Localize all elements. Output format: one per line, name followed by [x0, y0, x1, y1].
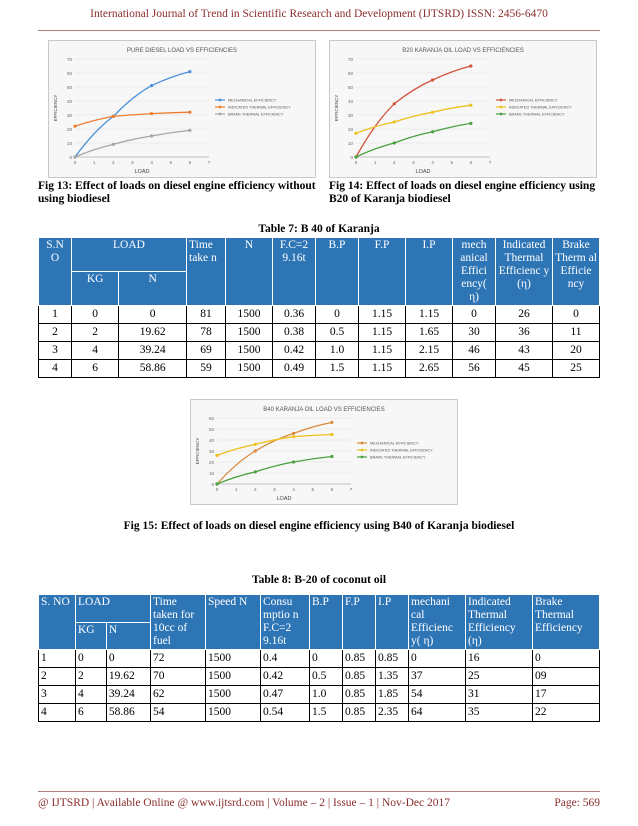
- table-cell: 0.47: [261, 686, 310, 704]
- table-cell: 6: [76, 704, 107, 722]
- fig13-caption: Fig 13: Effect of loads on diesel engine efficiency without using biodiesel: [38, 180, 316, 205]
- legend-label: INDICATED THERMAL EFFICIENCY: [228, 105, 291, 110]
- y-tick-label: 50: [347, 85, 353, 90]
- table-cell: 0: [409, 650, 466, 668]
- table-cell: 1.5: [316, 360, 359, 378]
- table-cell: 25: [553, 360, 600, 378]
- x-tick-label: 6: [188, 160, 192, 165]
- y-tick-label: 50: [208, 427, 214, 432]
- table-cell: 0.85: [343, 686, 376, 704]
- table7-header-ip: I.P: [406, 238, 453, 306]
- header-divider: [38, 30, 600, 31]
- table-cell: 0: [553, 306, 600, 324]
- legend-label: MECHANICAL EFFICIENCY: [228, 98, 277, 103]
- data-point: [254, 443, 257, 446]
- x-tick-label: 4: [292, 487, 295, 492]
- y-tick-label: 0: [350, 155, 353, 160]
- table-cell: 2.15: [406, 342, 453, 360]
- table-cell: 1.85: [376, 686, 409, 704]
- table8: [38, 594, 600, 722]
- legend-label: MECHANICAL EFFICIENCY: [370, 441, 419, 446]
- x-tick-label: 1: [92, 160, 96, 165]
- y-tick-label: 70: [347, 57, 353, 62]
- table-cell: 45: [496, 360, 553, 378]
- table-cell: 1.0: [310, 686, 343, 704]
- y-tick-label: 30: [347, 113, 353, 118]
- table7-header-fp: F.P: [359, 238, 406, 306]
- page-number: Page: 569: [554, 797, 600, 809]
- table-cell: 1500: [226, 360, 273, 378]
- table-cell: 0.5: [310, 668, 343, 686]
- x-tick-label: 4: [431, 160, 434, 165]
- y-tick-label: 60: [66, 71, 72, 76]
- table-cell: 19.62: [119, 324, 187, 342]
- table-cell: 0: [76, 650, 107, 668]
- y-tick-label: 30: [66, 113, 72, 118]
- table-cell: 0: [106, 650, 150, 668]
- chart-b40-karanja-svg: [191, 400, 457, 504]
- table7-header-sno: S.N O: [39, 238, 72, 306]
- table-row: [39, 306, 600, 324]
- table-cell: 62: [151, 686, 206, 704]
- table-cell: 72: [151, 650, 206, 668]
- table-cell: 54: [151, 704, 206, 722]
- x-tick-label: 3: [412, 160, 415, 165]
- table7-header-bp: B.P: [316, 238, 359, 306]
- table-cell: 2: [39, 668, 76, 686]
- table-cell: 1500: [206, 650, 261, 668]
- data-point: [469, 104, 472, 107]
- table8-header-fp: F.P: [343, 595, 376, 650]
- table-cell: 0.5: [316, 324, 359, 342]
- table-row: [39, 704, 600, 722]
- table-cell: 1.65: [406, 324, 453, 342]
- table-row: [39, 668, 600, 686]
- table-cell: 0.85: [343, 650, 376, 668]
- data-point: [469, 122, 472, 125]
- legend-marker: [500, 113, 503, 116]
- table-cell: 20: [553, 342, 600, 360]
- data-point: [393, 120, 396, 123]
- table-row: [39, 360, 600, 378]
- table-cell: 78: [187, 324, 226, 342]
- chart-b40-karanja: [190, 399, 458, 505]
- x-tick-label: 6: [469, 160, 473, 165]
- table-cell: 46: [453, 342, 496, 360]
- table-cell: 2.35: [376, 704, 409, 722]
- footer-divider: [38, 791, 600, 792]
- table8-header-speed: Speed N: [206, 595, 261, 650]
- y-tick-label: 10: [347, 141, 353, 146]
- y-tick-label: 10: [66, 141, 72, 146]
- table8-header-mech: mechani cal Efficienc y( η): [409, 595, 466, 650]
- table-cell: 1.35: [376, 668, 409, 686]
- y-tick-label: 40: [208, 438, 214, 443]
- x-tick-label: 7: [488, 160, 492, 165]
- table-cell: 0.38: [273, 324, 316, 342]
- table-row: [39, 686, 600, 704]
- data-point: [292, 432, 295, 435]
- x-tick-label: 0: [73, 160, 77, 165]
- table-cell: 17: [533, 686, 600, 704]
- fig14-caption: Fig 14: Effect of loads on diesel engine efficiency using B20 of Karanja biodiesel: [329, 180, 596, 205]
- legend-marker: [361, 456, 364, 459]
- table-cell: 70: [151, 668, 206, 686]
- table-cell: 0.85: [343, 668, 376, 686]
- table-cell: 0.42: [261, 668, 310, 686]
- y-tick-label: 20: [66, 127, 72, 132]
- table-cell: 1: [39, 650, 76, 668]
- table-row: [39, 650, 600, 668]
- table-cell: 2: [76, 668, 107, 686]
- table7-body: [39, 306, 600, 378]
- table-cell: 0.49: [273, 360, 316, 378]
- y-tick-label: 10: [208, 471, 214, 476]
- y-tick-label: 20: [347, 127, 353, 132]
- data-point: [393, 102, 396, 105]
- table-cell: 3: [39, 686, 76, 704]
- x-tick-label: 5: [169, 160, 172, 165]
- table-cell: 1.15: [359, 306, 406, 324]
- x-tick-label: 7: [349, 487, 353, 492]
- table-cell: 64: [409, 704, 466, 722]
- legend-label: BRAKE THERMAL EFFICIENCY: [509, 112, 565, 117]
- data-point: [431, 111, 434, 114]
- data-point: [188, 129, 191, 132]
- y-tick-label: 60: [347, 71, 353, 76]
- y-tick-label: 0: [211, 482, 214, 487]
- table-cell: 54: [409, 686, 466, 704]
- data-point: [112, 143, 115, 146]
- x-axis-label: LOAD: [415, 169, 431, 175]
- data-point: [292, 460, 295, 463]
- legend-marker: [219, 113, 222, 116]
- data-point: [393, 141, 396, 144]
- legend-marker: [361, 449, 364, 452]
- legend-label: INDICATED THERMAL EFFICIENCY: [370, 448, 433, 453]
- y-tick-label: 50: [66, 85, 72, 90]
- table-cell: 6: [72, 360, 119, 378]
- table-cell: 1500: [226, 342, 273, 360]
- y-tick-label: 30: [208, 449, 214, 454]
- table-cell: 1.15: [359, 324, 406, 342]
- table8-body: [39, 650, 600, 722]
- table8-header-kg: KG: [76, 622, 107, 650]
- table-cell: 30: [453, 324, 496, 342]
- y-tick-label: 60: [208, 416, 214, 421]
- table-cell: 0.4: [261, 650, 310, 668]
- chart-title: PURE DIESEL LOAD VS EFFICIENCIES: [126, 48, 238, 54]
- chart-pure-diesel: [48, 40, 316, 178]
- data-point: [150, 134, 153, 137]
- table-cell: 2: [72, 324, 119, 342]
- table-cell: 0.42: [273, 342, 316, 360]
- table8-header-ip: I.P: [376, 595, 409, 650]
- table-cell: 19.62: [106, 668, 150, 686]
- table-cell: 4: [39, 360, 72, 378]
- table-cell: 56: [453, 360, 496, 378]
- table-cell: 81: [187, 306, 226, 324]
- y-tick-label: 0: [69, 155, 72, 160]
- table7-header-kg: KG: [72, 272, 119, 306]
- data-point: [431, 78, 434, 81]
- table-cell: 35: [466, 704, 533, 722]
- data-point: [254, 449, 257, 452]
- table-cell: 31: [466, 686, 533, 704]
- table-cell: 1.5: [310, 704, 343, 722]
- x-tick-label: 3: [273, 487, 276, 492]
- x-axis-label: LOAD: [134, 169, 150, 175]
- table-cell: 1.15: [359, 342, 406, 360]
- table-cell: 16: [466, 650, 533, 668]
- data-point: [431, 130, 434, 133]
- legend-label: INDICATED THERMAL EFFICIENCY: [509, 105, 572, 110]
- table-cell: 09: [533, 668, 600, 686]
- y-tick-label: 40: [66, 99, 72, 104]
- table7-header-mech: mech anical Effici ency( η): [453, 238, 496, 306]
- table8-header-sno: S. NO: [39, 595, 76, 650]
- table7-header-fc: F.C=2 9.16t: [273, 238, 316, 306]
- table7-header-load: LOAD: [72, 238, 187, 272]
- y-tick-label: 70: [66, 57, 72, 62]
- data-point: [215, 454, 218, 457]
- x-tick-label: 1: [373, 160, 377, 165]
- x-tick-label: 2: [393, 160, 396, 165]
- table-cell: 0.85: [376, 650, 409, 668]
- legend-marker: [500, 106, 503, 109]
- chart-b20-karanja: [329, 40, 597, 178]
- table-cell: 0: [119, 306, 187, 324]
- table-cell: 43: [496, 342, 553, 360]
- y-axis-label: EFFICIENCY: [53, 94, 58, 122]
- y-tick-label: 40: [347, 99, 353, 104]
- data-point: [469, 64, 472, 67]
- data-point: [330, 421, 333, 424]
- legend-label: MECHANICAL EFFICIENCY: [509, 98, 558, 103]
- table7-header-ind: Indicated Thermal Efficienc y (η): [496, 238, 553, 306]
- table8-header-fc: Consu mptio n F.C=2 9.16t: [261, 595, 310, 650]
- table-cell: 3: [39, 342, 72, 360]
- chart-title: B20 KARANJA OIL LOAD VS EFFICIENCIES: [402, 48, 524, 54]
- table-cell: 39.24: [119, 342, 187, 360]
- table8-header-n: N: [106, 622, 150, 650]
- data-point: [254, 470, 257, 473]
- y-tick-label: 20: [208, 460, 214, 465]
- table7-header-n: N: [119, 272, 187, 306]
- chart-pure-diesel-svg: [49, 41, 315, 177]
- x-tick-label: 7: [207, 160, 211, 165]
- data-point: [292, 435, 295, 438]
- table8-header-time: Time taken for 10cc of fuel: [151, 595, 206, 650]
- data-point: [150, 112, 153, 115]
- table8-header-ind: Indicated Thermal Efficiency (η): [466, 595, 533, 650]
- data-point: [188, 70, 191, 73]
- data-point: [330, 433, 333, 436]
- x-tick-label: 3: [131, 160, 134, 165]
- table-cell: 1500: [206, 668, 261, 686]
- data-point: [73, 125, 76, 128]
- table-cell: 11: [553, 324, 600, 342]
- table-cell: 2: [39, 324, 72, 342]
- chart-title: B40 KARANJA OIL LOAD VS EFFICIENCIES: [263, 407, 385, 413]
- table-cell: 26: [496, 306, 553, 324]
- table7-header-brake: Brake Therm al Efficie ncy: [553, 238, 600, 306]
- table-cell: 0: [310, 650, 343, 668]
- x-tick-label: 0: [354, 160, 358, 165]
- table-cell: 0: [316, 306, 359, 324]
- data-point: [330, 455, 333, 458]
- table-cell: 0.85: [343, 704, 376, 722]
- table-cell: 59: [187, 360, 226, 378]
- data-point: [215, 482, 218, 485]
- table-cell: 4: [76, 686, 107, 704]
- table-cell: 58.86: [106, 704, 150, 722]
- table-cell: 0: [72, 306, 119, 324]
- x-tick-label: 5: [450, 160, 453, 165]
- x-tick-label: 4: [150, 160, 153, 165]
- y-axis-label: EFFICIENCY: [195, 437, 200, 465]
- data-point: [73, 155, 76, 158]
- table-cell: 1: [39, 306, 72, 324]
- table-cell: 1500: [226, 306, 273, 324]
- table-cell: 1.0: [316, 342, 359, 360]
- table-cell: 39.24: [106, 686, 150, 704]
- table-cell: 0.36: [273, 306, 316, 324]
- data-point: [150, 84, 153, 87]
- table7-header-speed: N: [226, 238, 273, 306]
- table-cell: 2.65: [406, 360, 453, 378]
- table-cell: 0: [533, 650, 600, 668]
- table8-header-brake: Brake Thermal Efficiency: [533, 595, 600, 650]
- legend-marker: [219, 99, 222, 102]
- table-cell: 4: [39, 704, 76, 722]
- x-tick-label: 1: [234, 487, 238, 492]
- table-cell: 36: [496, 324, 553, 342]
- data-point: [188, 111, 191, 114]
- chart-b20-karanja-svg: [330, 41, 596, 177]
- table-cell: 22: [533, 704, 600, 722]
- table-cell: 0.54: [261, 704, 310, 722]
- legend-marker: [500, 99, 503, 102]
- table8-header-bp: B.P: [310, 595, 343, 650]
- x-axis-label: LOAD: [276, 496, 292, 502]
- table-cell: 1.15: [359, 360, 406, 378]
- data-point: [112, 115, 115, 118]
- fig15-caption: Fig 15: Effect of loads on diesel engine efficiency using B40 of Karanja biodiesel: [123, 520, 515, 532]
- data-point: [354, 155, 357, 158]
- table-cell: 25: [466, 668, 533, 686]
- table-row: [39, 342, 600, 360]
- table-cell: 37: [409, 668, 466, 686]
- legend-marker: [361, 442, 364, 445]
- data-point: [354, 132, 357, 135]
- table-cell: 1500: [206, 686, 261, 704]
- table-row: [39, 324, 600, 342]
- x-tick-label: 2: [254, 487, 257, 492]
- x-tick-label: 0: [215, 487, 219, 492]
- table-cell: 4: [72, 342, 119, 360]
- legend-label: BRAKE THERMAL EFFICIENCY: [228, 112, 284, 117]
- table7-header-time: Time take n: [187, 238, 226, 306]
- table-cell: 69: [187, 342, 226, 360]
- table7-caption: Table 7: B 40 of Karanja: [258, 223, 380, 235]
- table8-caption: Table 8: B-20 of coconut oil: [251, 574, 387, 586]
- x-tick-label: 5: [311, 487, 314, 492]
- x-tick-label: 2: [112, 160, 115, 165]
- table-cell: 1500: [206, 704, 261, 722]
- table-cell: 1500: [226, 324, 273, 342]
- table-cell: 58.86: [119, 360, 187, 378]
- journal-header: International Journal of Trend in Scientific Research and Development (IJTSRD) ISSN: 2456-6470: [90, 8, 548, 20]
- footer-text: @ IJTSRD | Available Online @ www.ijtsrd.com | Volume – 2 | Issue – 1 | Nov-Dec 2017: [38, 797, 450, 809]
- table-cell: 0: [453, 306, 496, 324]
- y-axis-label: EFFICIENCY: [334, 94, 339, 122]
- table8-header-load: LOAD: [76, 595, 151, 623]
- page-footer: [38, 797, 600, 809]
- legend-label: BRAKE THERMAL EFFICIENCY: [370, 455, 426, 460]
- x-tick-label: 6: [330, 487, 334, 492]
- table7: [38, 237, 600, 378]
- legend-marker: [219, 106, 222, 109]
- table-cell: 1.15: [406, 306, 453, 324]
